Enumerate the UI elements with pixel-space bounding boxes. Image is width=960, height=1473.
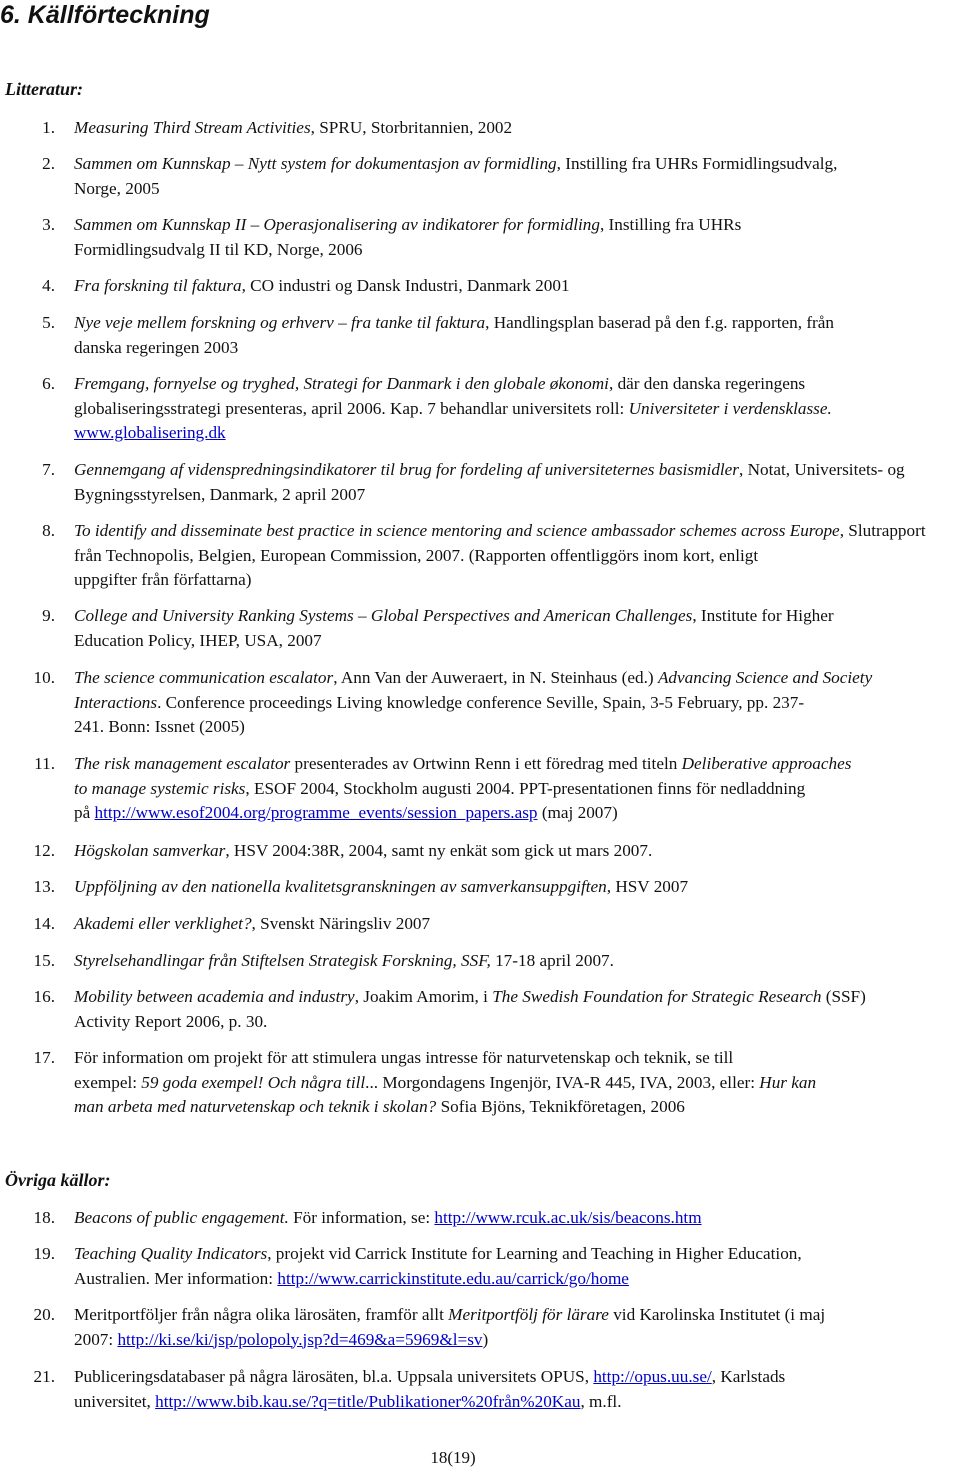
reference-number: 13. <box>33 877 55 896</box>
reference-title: Measuring Third Stream Activities <box>74 118 311 137</box>
reference-link[interactable]: http://ki.se/ki/jsp/polopoly.jsp?d=469&a=5969&l=sv <box>117 1329 483 1349</box>
reference-link[interactable]: www.globalisering.dk <box>74 423 226 443</box>
reference-italic: Deliberative approaches <box>681 754 852 773</box>
reference-number: 5. <box>42 313 55 332</box>
reference-title: Teaching Quality Indicators <box>74 1244 268 1263</box>
reference-number: 1. <box>42 118 55 137</box>
reference-details-cont: universitet, <box>74 1391 156 1411</box>
reference-details: , Institute for Higher <box>692 606 834 625</box>
reference-details-cont: Education Policy, IHEP, USA, 2007 <box>74 630 322 650</box>
reference-details: 17-18 april 2007. <box>490 951 614 970</box>
reference-title: Fremgang, fornyelse og tryghed, Strategi for Danmark i den globale økonomi <box>74 374 609 393</box>
reference-title: Beacons of public engagement. <box>74 1208 289 1227</box>
reference-italic: The Swedish Foundation for Strategic Research <box>492 987 822 1006</box>
reference-link[interactable]: http://www.rcuk.ac.uk/sis/beacons.htm <box>434 1208 702 1227</box>
reference-number: 15. <box>33 951 55 970</box>
reference-details-cont: ) <box>482 1329 489 1349</box>
reference-number: 7. <box>42 460 55 479</box>
reference-number: 4. <box>42 276 55 295</box>
reference-details: , där den danska regeringens <box>608 374 806 393</box>
reference-details: vid Karolinska Institutet (i maj <box>608 1305 826 1324</box>
reference-details-cont: exempel: <box>74 1072 142 1092</box>
reference-details: , Instilling fra UHRs <box>599 215 742 234</box>
reference-link[interactable]: http://www.esof2004.org/programme_events/session_papers.asp <box>94 803 538 823</box>
reference-link[interactable]: http://www.bib.kau.se/?q=title/Publikationer%20från%20Kau <box>155 1391 581 1411</box>
reference-details-cont: Bygningsstyrelsen, Danmark, 2 april 2007 <box>74 484 366 504</box>
reference-details: Meritportföljer från några olika lärosäten, framför allt <box>74 1305 449 1324</box>
reference-number: 21. <box>33 1367 55 1386</box>
reference-details-cont: (maj 2007) <box>537 803 618 823</box>
reference-number: 16. <box>33 987 55 1006</box>
reference-details-cont: Activity Report 2006, p. 30. <box>74 1011 268 1031</box>
reference-italic: Hur kan <box>759 1072 817 1092</box>
reference-details: , Slutrapport <box>839 521 926 540</box>
reference-number: 6. <box>42 374 55 393</box>
reference-details: Publiceringsdatabaser på några lärosäten, bl.a. Uppsala universitets OPUS, <box>74 1367 594 1386</box>
reference-details-cont: , ESOF 2004, Stockholm augusti 2004. PPT-presentationen finns för nedladdning <box>245 778 806 798</box>
reference-number: 8. <box>42 521 55 540</box>
reference-italic: Meritportfölj för lärare <box>448 1305 609 1324</box>
reference-details-cont: Norge, 2005 <box>74 178 160 198</box>
reference-number: 10. <box>33 668 55 687</box>
reference-link[interactable]: http://www.carrickinstitute.edu.au/carrick/go/home <box>277 1268 629 1288</box>
reference-details: , Ann Van der Auweraert, in N. Steinhaus (ed.) <box>333 668 658 687</box>
reference-title: Fra forskning til faktura <box>74 276 242 295</box>
reference-title: Sammen om Kunnskap II – Operasjonalisering av indikatorer for formidling <box>74 215 600 234</box>
reference-details-cont: 2007: <box>74 1329 118 1349</box>
reference-details: presenterades av Ortwinn Renn i ett föredrag med titeln <box>290 754 682 773</box>
reference-details: (SSF) <box>821 987 866 1006</box>
reference-number: 20. <box>33 1305 55 1324</box>
reference-italic: Universiteter i verdensklasse. <box>628 398 832 418</box>
reference-italic: Advancing Science and Society <box>657 668 873 687</box>
reference-details: , Karlstads <box>711 1367 786 1386</box>
reference-details-cont: . Conference proceedings Living knowledge conference Seville, Spain, 3-5 February, pp. 237- <box>157 692 805 712</box>
reference-number: 17. <box>33 1048 55 1067</box>
reference-details: , CO industri og Dansk Industri, Danmark 2001 <box>241 276 570 295</box>
reference-details: , Joakim Amorim, i <box>354 987 493 1006</box>
reference-title: College and University Ranking Systems – Global Perspectives and American Challenges <box>74 606 693 625</box>
reference-title: Uppföljning av den nationella kvalitetsgranskningen av samverkansuppgiften <box>74 877 607 896</box>
reference-number: 9. <box>42 606 55 625</box>
reference-details-cont: Australien. Mer information: <box>74 1268 278 1288</box>
reference-title: Mobility between academia and industry <box>74 987 355 1006</box>
reference-details: , HSV 2004:38R, 2004, samt ny enkät som gick ut mars 2007. <box>225 841 653 860</box>
reference-title: To identify and disseminate best practice in science mentoring and science ambassador schemes across Europe <box>74 521 840 540</box>
reference-number: 19. <box>33 1244 55 1263</box>
reference-details-cont: ... Morgondagens Ingenjör, IVA-R 445, IVA, 2003, eller: <box>365 1072 760 1092</box>
page-number: 18(19) <box>430 1448 476 1467</box>
reference-details: , projekt vid Carrick Institute for Learning and Teaching in Higher Education, <box>267 1244 802 1263</box>
reference-details-cont: från Technopolis, Belgien, European Commission, 2007. (Rapporten offentliggörs inom kort, enligt <box>74 545 759 565</box>
reference-number: 14. <box>33 914 55 933</box>
reference-number: 12. <box>33 841 55 860</box>
reference-title: Nye veje mellem forskning og erhverv – fra tanke til faktura <box>74 313 486 332</box>
reference-italic: Interactions <box>74 692 158 712</box>
reference-number: 11. <box>34 754 55 773</box>
reference-details: , Handlingsplan baserad på den f.g. rapporten, från <box>485 313 835 332</box>
reference-title: Akademi eller verklighet? <box>74 914 252 933</box>
reference-details-cont: Formidlingsudvalg II til KD, Norge, 2006 <box>74 239 363 259</box>
reference-number: 18. <box>33 1208 55 1227</box>
reference-details-cont: danska regeringen 2003 <box>74 337 239 357</box>
reference-title: Sammen om Kunnskap – Nytt system for dokumentasjon av formidling <box>74 154 557 173</box>
reference-number: 3. <box>42 215 55 234</box>
reference-number: 2. <box>42 154 55 173</box>
reference-details: , HSV 2007 <box>606 877 689 896</box>
reference-link[interactable]: http://opus.uu.se/ <box>593 1367 712 1386</box>
section-title-literature: Litteratur: <box>5 79 84 99</box>
reference-details: För information om projekt för att stimulera ungas intresse för naturvetenskap och teknik, se till <box>74 1048 734 1067</box>
reference-title: Styrelsehandlingar från Stiftelsen Strategisk Forskning, SSF, <box>74 951 491 970</box>
reference-title: The science communication escalator <box>74 668 334 687</box>
reference-italic: 59 goda exempel! Och några till <box>141 1072 366 1092</box>
reference-title: The risk management escalator <box>74 754 291 773</box>
reference-details: , SPRU, Storbritannien, 2002 <box>310 118 513 137</box>
page-title: 6. Källförteckning <box>0 1 210 29</box>
section-title-other: Övriga källor: <box>5 1170 111 1190</box>
reference-details-cont: på <box>74 803 95 823</box>
reference-details: , Svenskt Näringsliv 2007 <box>251 914 431 933</box>
reference-italic: man arbeta med naturvetenskap och teknik i skolan? <box>74 1097 437 1117</box>
reference-details-cont: , m.fl. <box>580 1391 622 1411</box>
reference-details: , Notat, Universitets- og <box>739 460 905 479</box>
reference-title: Högskolan samverkar <box>74 841 226 860</box>
reference-details-cont: uppgifter från författarna) <box>74 570 252 590</box>
reference-details-cont: Sofia Bjöns, Teknikföretagen, 2006 <box>436 1097 685 1117</box>
reference-details: För information, se: <box>288 1208 435 1227</box>
reference-italic: to manage systemic risks <box>74 778 246 798</box>
reference-details-cont: 241. Bonn: Issnet (2005) <box>74 717 245 737</box>
reference-title: Gennemgang af videnspredningsindikatorer til brug for fordeling af universiteternes basismidler <box>74 460 739 479</box>
reference-details-cont: globaliseringsstrategi presenteras, april 2006. Kap. 7 behandlar universitets roll: <box>74 398 629 418</box>
reference-details: , Instilling fra UHRs Formidlingsudvalg, <box>556 154 838 173</box>
